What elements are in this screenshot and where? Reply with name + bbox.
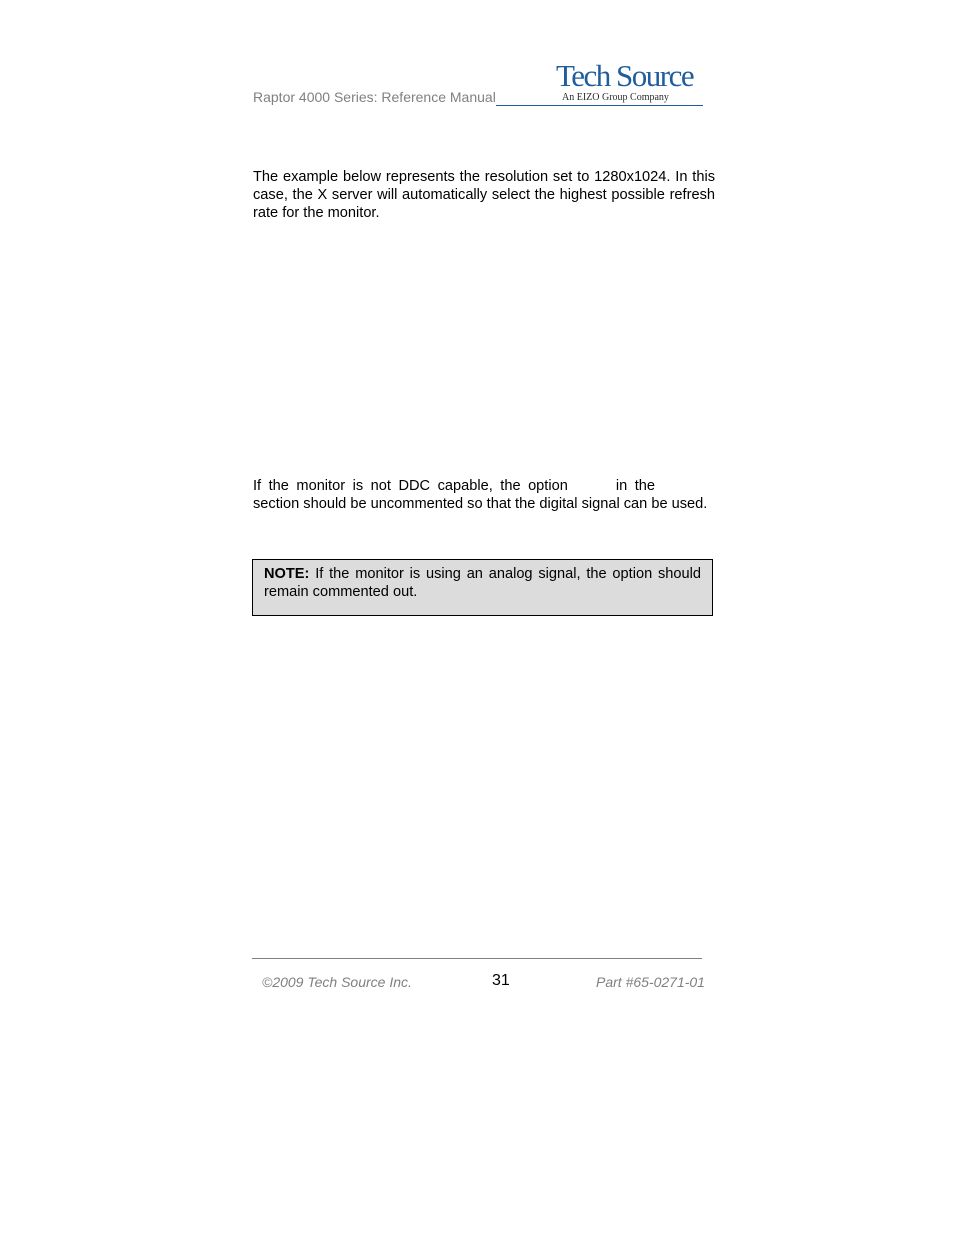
ddc-paragraph-text-1: If the monitor is not DDC capable, the option xyxy=(253,478,568,494)
ddc-paragraph-text-3: section should be uncommented so that the digital signal can be used. xyxy=(253,496,708,512)
intro-paragraph: The example below represents the resolution set to 1280x1024. In this case, the X server will automatically select the highest possible refresh rate for the monitor. xyxy=(253,169,715,221)
footer-copyright: ©2009 Tech Source Inc. xyxy=(262,974,412,990)
logo-tagline: An EIZO Group Company xyxy=(562,92,669,103)
header-divider xyxy=(496,105,703,106)
footer-divider xyxy=(252,958,702,959)
page-number: 31 xyxy=(492,972,510,989)
note-box xyxy=(252,559,713,616)
logo-name: Tech Source xyxy=(556,58,694,93)
note-label: NOTE: xyxy=(264,566,310,582)
ddc-paragraph xyxy=(253,477,715,513)
running-header-title: Raptor 4000 Series: Reference Manual xyxy=(253,89,496,105)
tech-source-logo xyxy=(556,60,706,104)
note-text: If the monitor is using an analog signal, the option should remain commented out. xyxy=(264,566,701,600)
part-number: Part #65-0271-01 xyxy=(596,974,705,990)
ddc-paragraph-text-2: in the xyxy=(615,478,656,494)
